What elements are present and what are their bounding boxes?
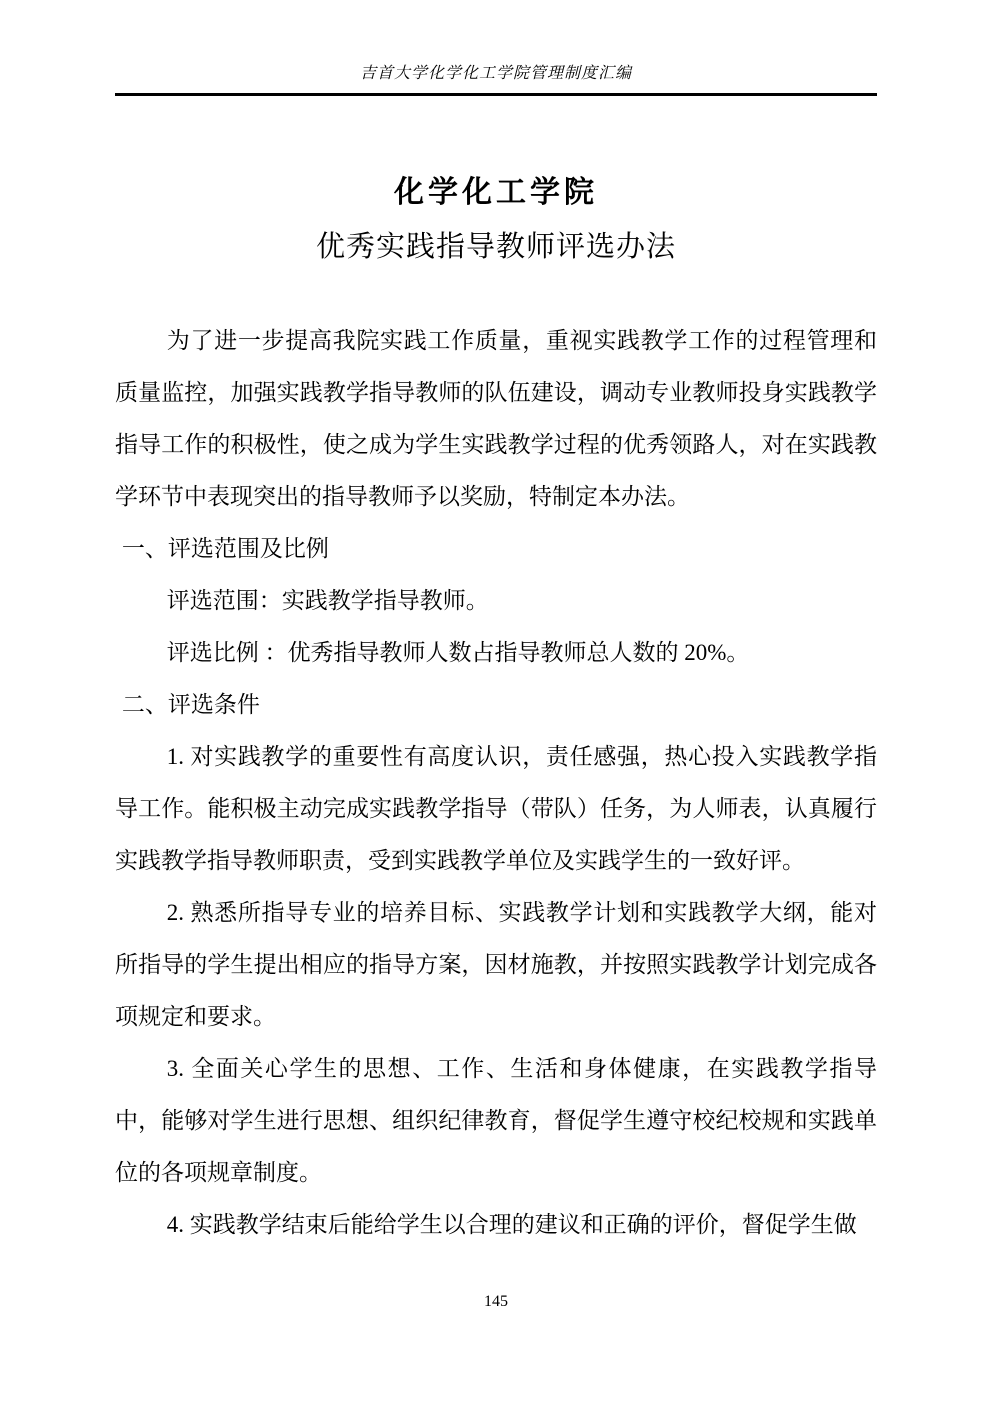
- college-title: 化学化工学院: [394, 176, 598, 209]
- document-title: 优秀实践指导教师评选办法: [315, 231, 676, 263]
- condition-1-paragraph: 1. 对实践教学的重要性有高度认识，责任感强，热心投入实践教学指导工作。能积极主动完成实践教学指导（带队）任务，为人师表，认真履行实践教学指导教师职责，受到实践教学单位及实践学生的一致好评。: [115, 744, 877, 873]
- header-title: 吉首大学化学化工学院管理制度汇编: [359, 65, 632, 82]
- intro-paragraph: 为了进一步提高我院实践工作质量，重视实践教学工作的过程管理和质量监控，加强实践教学指导教师的队伍建设，调动专业教师投身实践教学指导工作的积极性，使之成为学生实践教学过程的优秀领路人，对在实践教学环节中表现突出的指导教师予以奖励，特制定本办法。: [115, 328, 877, 509]
- page-footer: [0, 1292, 992, 1312]
- condition-2-paragraph: 2. 熟悉所指导专业的培养目标、实践教学计划和实践教学大纲，能对所指导的学生提出相应的指导方案，因材施教，并按照实践教学计划完成各项规定和要求。: [115, 900, 877, 1029]
- condition-3-paragraph: 3. 全面关心学生的思想、工作、生活和身体健康，在实践教学指导中，能够对学生进行思想、组织纪律教育，督促学生遵守校纪校规和实践单位的各项规章制度。: [115, 1056, 877, 1185]
- ratio-paragraph: 评选比例 ：优秀指导教师人数占指导教师总人数的 20%。: [166, 640, 750, 665]
- header-divider: [115, 93, 877, 96]
- document-body: [115, 315, 877, 1251]
- scope-paragraph: 评选范围：实践教学指导教师。: [166, 588, 489, 613]
- page-number: 145: [484, 1293, 508, 1310]
- section-heading-conditions: 二、评选条件: [121, 692, 260, 717]
- page-header: [115, 63, 877, 85]
- condition-4-paragraph: 4. 实践教学结束后能给学生以合理的建议和正确的评价，督促学生做: [166, 1212, 857, 1237]
- section-heading-scope: 一、评选范围及比例: [121, 536, 329, 561]
